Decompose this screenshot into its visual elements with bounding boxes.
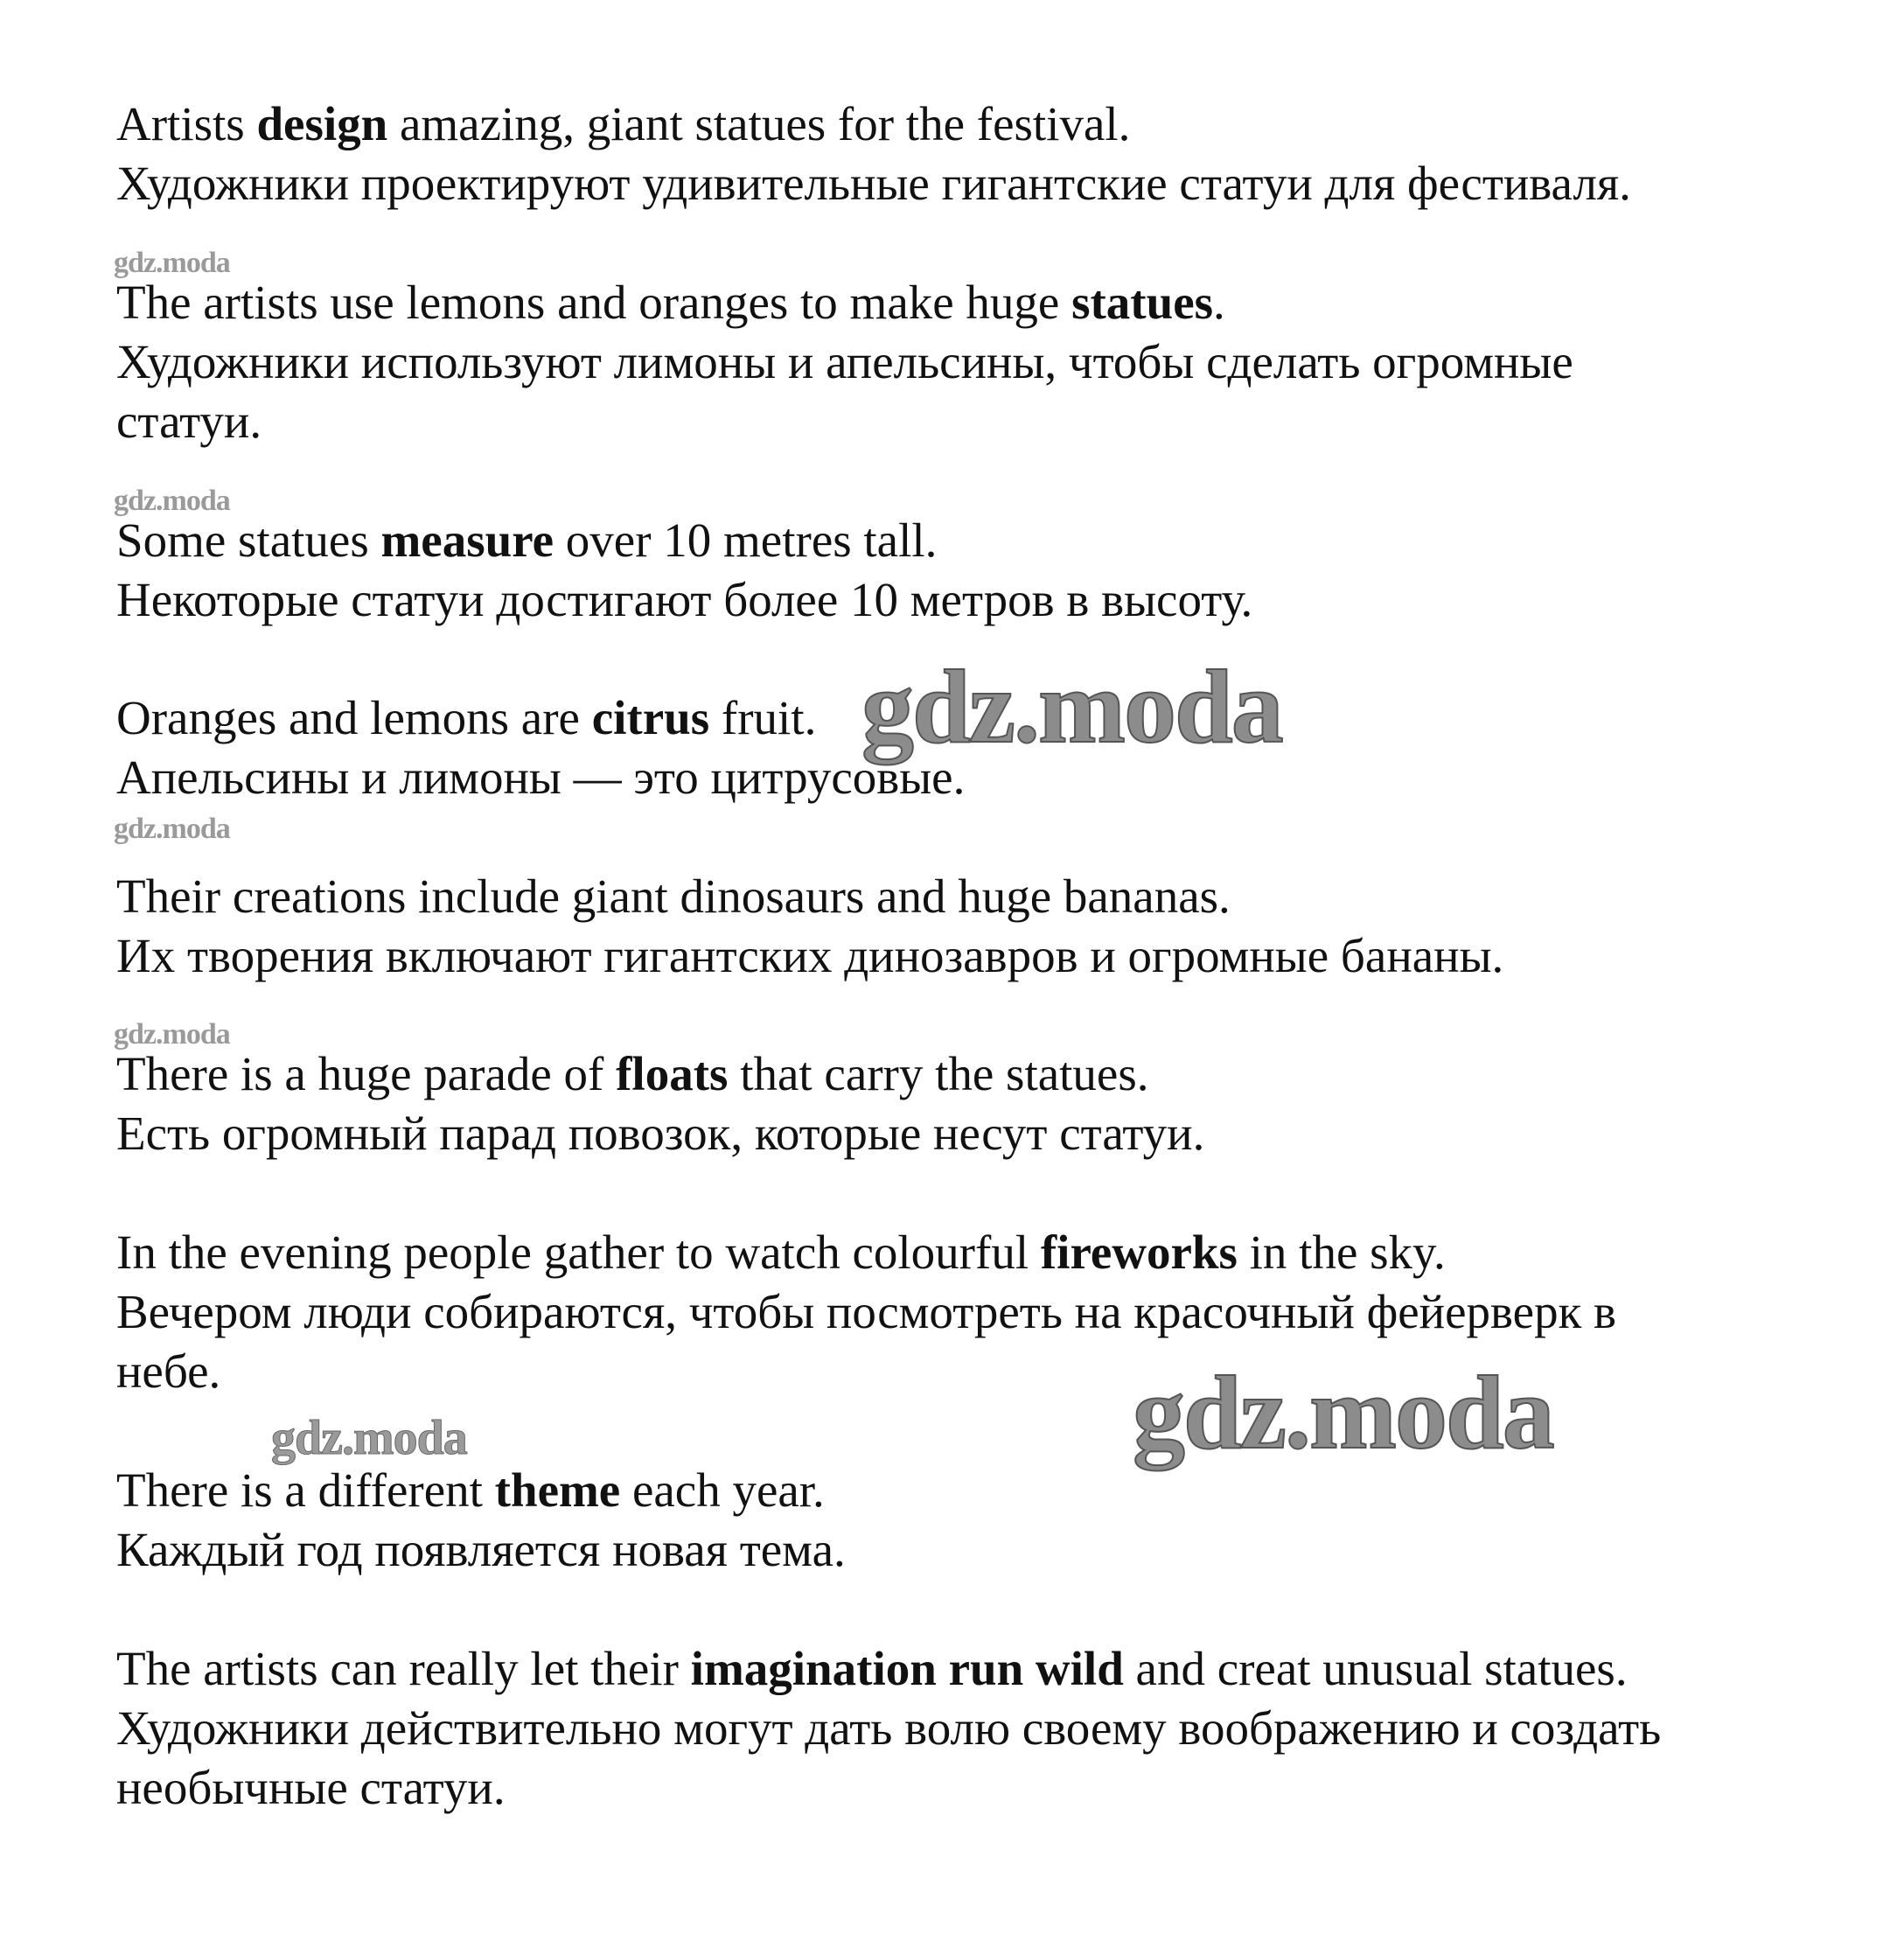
vocab-word: statues: [1071, 276, 1214, 329]
vocab-word: measure: [380, 513, 554, 567]
vocab-word: imagination run wild: [690, 1642, 1124, 1695]
russian-translation-7-cont: небе.: [116, 1344, 221, 1398]
russian-translation-3: Некоторые статуи достигают более 10 метров в высоту.: [116, 573, 1253, 626]
watermark-large: gdz.moda: [861, 648, 1282, 765]
watermark-medium: gdz.moda: [271, 1411, 467, 1465]
russian-translation-4: Апельсины и лимоны — это цитрусовые.: [116, 751, 966, 804]
watermark-large: gdz.moda: [1133, 1354, 1553, 1470]
english-sentence-1: Artists design amazing, giant statues for the festival.: [116, 97, 1131, 150]
vocab-word: fireworks: [1040, 1225, 1238, 1279]
watermark-small: gdz.moda: [114, 813, 230, 845]
watermark-small: gdz.moda: [114, 485, 230, 517]
russian-translation-6: Есть огромный парад повозок, которые несут статуи.: [116, 1107, 1205, 1160]
russian-translation-2-cont: статуи.: [116, 394, 262, 448]
english-sentence-6: There is a huge parade of floats that carry the statues.: [116, 1047, 1149, 1100]
english-sentence-9: The artists can really let their imagination run wild and creat unusual statues.: [116, 1642, 1628, 1695]
russian-translation-7: Вечером люди собираются, чтобы посмотреть на красочный фейерверк в: [116, 1285, 1617, 1338]
vocab-word: design: [256, 97, 388, 150]
russian-translation-8: Каждый год появляется новая тема.: [116, 1523, 846, 1576]
english-sentence-3: Some statues measure over 10 metres tall.: [116, 513, 938, 567]
russian-translation-9: Художники действительно могут дать волю своему воображению и создать: [116, 1701, 1662, 1755]
vocab-word: theme: [494, 1463, 621, 1517]
english-sentence-8: There is a different theme each year.: [116, 1463, 825, 1517]
russian-translation-9-cont: необычные статуи.: [116, 1761, 506, 1814]
english-sentence-5: Their creations include giant dinosaurs and huge bananas.: [116, 869, 1231, 923]
vocab-word: floats: [616, 1047, 729, 1100]
russian-translation-1: Художники проектируют удивительные гигантские статуи для фестиваля.: [116, 157, 1631, 210]
vocab-word: citrus: [591, 691, 710, 744]
watermark-small: gdz.moda: [114, 1018, 230, 1051]
russian-translation-2: Художники используют лимоны и апельсины, чтобы сделать огромные: [116, 335, 1573, 388]
russian-translation-5: Их творения включают гигантских динозавров и огромные бананы.: [116, 929, 1504, 982]
watermark-small: gdz.moda: [114, 247, 230, 279]
english-sentence-2: The artists use lemons and oranges to make huge statues.: [116, 276, 1225, 329]
english-sentence-7: In the evening people gather to watch colourful fireworks in the sky.: [116, 1225, 1446, 1279]
english-sentence-4: Oranges and lemons are citrus fruit.: [116, 691, 817, 744]
